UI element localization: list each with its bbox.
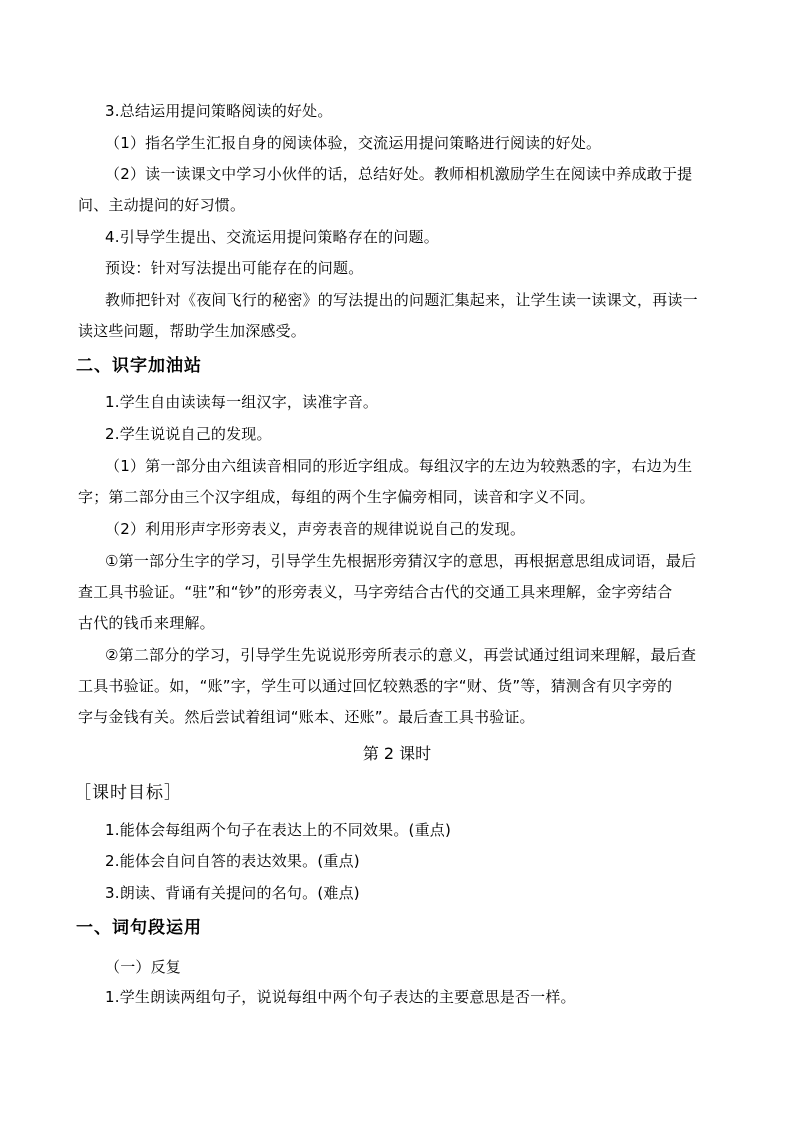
section-heading-word-sentence-use: 一、词句段运用 — [76, 918, 202, 938]
paragraph-second-part-study-line2: 工具书验证。如，“账”字，学生可以通过回忆较熟悉的字“财、货”等，猜测含有贝字旁的 — [78, 677, 673, 695]
subheading-repetition: （一）反复 — [105, 958, 182, 976]
paragraph-radical-rule: （2）利用形声字形旁表义，声旁表音的规律说说自己的发现。 — [105, 520, 526, 538]
paragraph-second-part-study-line1: ②第二部分的学习，引导学生先说说形旁所表示的意义，再尝试通过组词来理解，最后查 — [105, 646, 697, 664]
lesson-goal-1: 1.能体会每组两个句子在表达上的不同效果。(重点) — [105, 821, 452, 839]
paragraph-part1-line1: （1）第一部分由六组读音相同的形近字组成。每组汉字的左边为较熟悉的字，右边为生 — [105, 457, 693, 475]
paragraph-discovery: 2.学生说说自己的发现。 — [105, 425, 272, 443]
paragraph-read-companion-words-line2: 问、主动提问的好习惯。 — [78, 196, 246, 214]
paragraph-summary-benefits: 3.总结运用提问策略阅读的好处。 — [105, 102, 333, 120]
section-heading-literacy-station: 二、识字加油站 — [76, 356, 202, 376]
paragraph-read-companion-words-line1: （2）读一读课文中学习小伙伴的话，总结好处。教师相机激励学生在阅读中养成敢于提 — [105, 165, 693, 183]
paragraph-part1-line2: 字；第二部分由三个汉字组成，每组的两个生字偏旁相同，读音和字义不同。 — [78, 488, 595, 506]
paragraph-free-read: 1.学生自由读读每一组汉字，读准字音。 — [105, 393, 379, 411]
lesson-goals-heading: ［课时目标］ — [74, 783, 182, 803]
paragraph-guide-questions: 4.引导学生提出、交流运用提问策略存在的问题。 — [105, 228, 439, 246]
paragraph-report-experience: （1）指名学生汇报自身的阅读体验，交流运用提问策略进行阅读的好处。 — [105, 134, 602, 152]
paragraph-second-part-study-line3: 字与金钱有关。然后尝试着组词“账本、还账”。最后查工具书验证。 — [78, 708, 535, 726]
paragraph-first-part-study-line3: 古代的钱币来理解。 — [78, 614, 215, 632]
lesson-title: 第 2 课时 — [362, 744, 432, 763]
lesson-goal-2: 2.能体会自问自答的表达效果。(重点) — [105, 852, 360, 870]
lesson-goal-3: 3.朗读、背诵有关提问的名句。(难点) — [105, 884, 360, 902]
paragraph-teacher-collect-line1: 教师把针对《夜间飞行的秘密》的写法提出的问题汇集起来，让学生读一读课文，再读一 — [105, 291, 698, 309]
paragraph-first-part-study-line2: 查工具书验证。“驻”和“钞”的形旁表义，马字旁结合古代的交通工具来理解，金字旁结合 — [78, 583, 673, 601]
paragraph-teacher-collect-line2: 读这些问题，帮助学生加深感受。 — [78, 322, 307, 340]
paragraph-first-part-study-line1: ①第一部分生字的学习，引导学生先根据形旁猜汉字的意思，再根据意思组成词语，最后 — [105, 552, 697, 570]
paragraph-read-sentences: 1.学生朗读两组句子，说说每组中两个句子表达的主要意思是否一样。 — [105, 988, 576, 1006]
paragraph-presupposition: 预设：针对写法提出可能存在的问题。 — [105, 259, 364, 277]
